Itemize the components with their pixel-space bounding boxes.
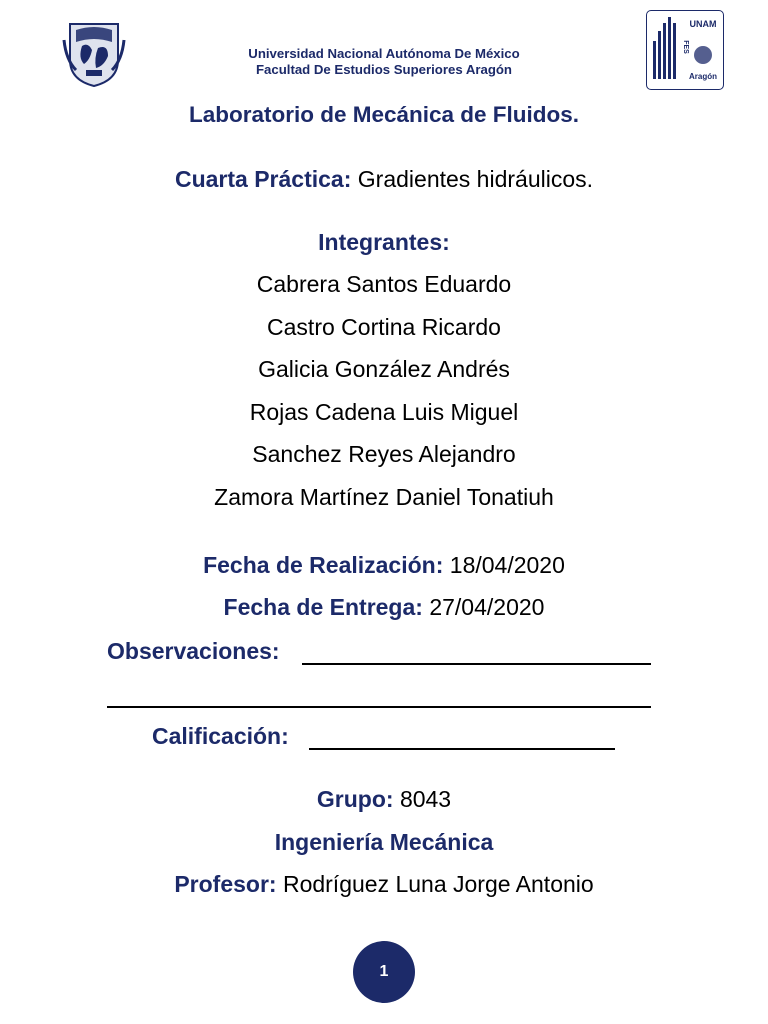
university-header bbox=[0, 46, 768, 78]
practice-value: Gradientes hidráulicos. bbox=[357, 166, 594, 192]
member-name: Cabrera Santos Eduardo bbox=[256, 271, 512, 297]
unam-logo-text: UNAM bbox=[689, 19, 717, 29]
lab-title: Laboratorio de Mecánica de Fluidos. bbox=[188, 102, 580, 127]
professor-value: Rodríguez Luna Jorge Antonio bbox=[282, 871, 594, 897]
observations-label: Observaciones: bbox=[107, 638, 280, 664]
observations-blank-line[interactable] bbox=[302, 663, 651, 665]
member-name: Sanchez Reyes Alejandro bbox=[252, 441, 516, 467]
observations-blank-line-2[interactable] bbox=[107, 706, 651, 708]
professor-line bbox=[0, 871, 768, 898]
group-line bbox=[0, 786, 768, 813]
fes-logo-text: FES bbox=[682, 40, 689, 54]
practice-line bbox=[0, 166, 768, 193]
university-name: Universidad Nacional Autónoma De México bbox=[248, 46, 520, 61]
member-name: Galicia González Andrés bbox=[258, 356, 510, 382]
grade-label: Calificación: bbox=[152, 723, 289, 749]
realization-date-value: 18/04/2020 bbox=[449, 552, 565, 578]
group-value: 8043 bbox=[399, 786, 452, 812]
member-name: Rojas Cadena Luis Miguel bbox=[249, 399, 519, 425]
page-number: 1 bbox=[379, 963, 389, 980]
aragon-logo-text: Aragón bbox=[689, 72, 717, 81]
delivery-date-label: Fecha de Entrega: bbox=[223, 594, 423, 620]
members-heading: Integrantes: bbox=[318, 229, 450, 255]
faculty-name: Facultad De Estudios Superiores Aragón bbox=[256, 62, 512, 77]
practice-label: Cuarta Práctica: bbox=[174, 166, 352, 192]
delivery-date-line bbox=[0, 594, 768, 621]
group-label: Grupo: bbox=[316, 786, 394, 812]
grade-blank-line[interactable] bbox=[309, 748, 615, 750]
professor-label: Profesor: bbox=[174, 871, 277, 897]
delivery-date-value: 27/04/2020 bbox=[429, 594, 545, 620]
realization-date-line bbox=[0, 552, 768, 579]
member-name: Castro Cortina Ricardo bbox=[267, 314, 501, 340]
realization-date-label: Fecha de Realización: bbox=[203, 552, 444, 578]
member-name: Zamora Martínez Daniel Tonatiuh bbox=[214, 484, 554, 510]
career-name: Ingeniería Mecánica bbox=[274, 829, 494, 855]
page-number-badge bbox=[353, 941, 415, 1003]
